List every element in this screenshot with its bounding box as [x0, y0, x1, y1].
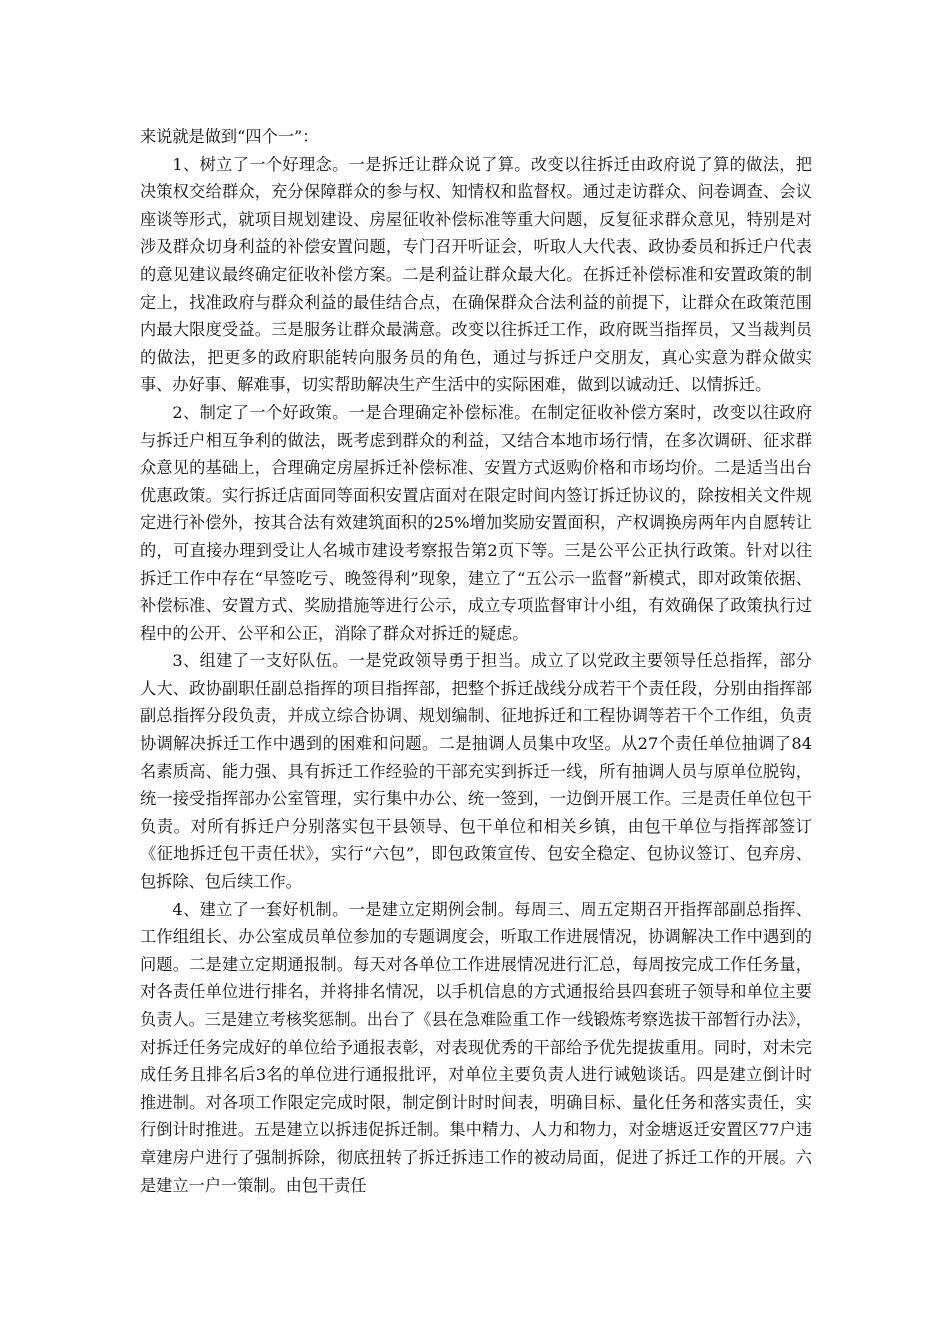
paragraph-1: 1、树立了一个好理念。一是拆迁让群众说了算。改变以往拆迁由政府说了算的做法，把决策权交给群众，充分保障群众的参与权、知情权和监督权。通过走访群众、问卷调查、会议座谈等形式，就项目规划建设、房屋征收补偿标准等重大问题，反复征求群众意见，特别是对涉及群众切身利益的补偿安置问题，专门召开听证会，听取人大代表、政协委员和拆迁户代表的意见建议最终确定征收补偿方案。二是利益让群众最大化。在拆迁补偿标准和安置政策的制定上，找准政府与群众利益的最佳结合点，在确保群众合法利益的前提下，让群众在政策范围内最大限度受益。三是服务让群众最满意。改变以往拆迁工作，政府既当指挥员，又当裁判员的做法，把更多的政府职能转向服务员的角色，通过与拆迁户交朋友，真心实意为群众做实事、办好事、解难事，切实帮助解决生产生活中的实际困难，做到以诚动迁、以情拆迁。	[140, 154, 812, 395]
paragraph-3: 3、组建了一支好队伍。一是党政领导勇于担当。成立了以党政主要领导任总指挥，部分人大、政协副职任副总指挥的项目指挥部，把整个拆迁战线分成若干个责任段，分别由指挥部副总指挥分段负责，并成立综合协调、规划编制、征地拆迁和工程协调等若干个工作组，负责协调解决拆迁工作中遇到的困难和问题。二是抽调人员集中攻坚。从27个责任单位抽调了84名素质高、能力强、具有拆迁工作经验的干部充实到拆迁一线，所有抽调人员与原单位脱钩，统一接受指挥部办公室管理，实行集中办公、统一签到，一边倒开展工作。三是责任单位包干负责。对所有拆迁户分别落实包干县领导、包干单位和相关乡镇，由包干单位与指挥部签订《征地拆迁包干责任状》，实行“六包”，即包政策宣传、包安全稳定、包协议签订、包弃房、包拆除、包后续工作。	[140, 651, 812, 892]
intro-line: 来说就是做到“四个一”：	[140, 127, 319, 146]
paragraph-2: 2、制定了一个好政策。一是合理确定补偿标准。在制定征收补偿方案时，改变以往政府与拆迁户相互争利的做法，既考虑到群众的利益，又结合本地市场行情，在多次调研、征求群众意见的基础上，合理确定房屋拆迁补偿标准、安置方式返购价格和市场均价。二是适当出台优惠政策。实行拆迁店面同等面积安置店面对在限定时间内签订拆迁协议的，除按相关文件规定进行补偿外，按其合法有效建筑面积的25%增加奖励安置面积，产权调换房两年内自愿转让的，可直接办理到受让人名城市建设考察报告第2页下等。三是公平公正执行政策。针对以往拆迁工作中存在“早签吃亏、晚签得利”现象，建立了“五公示一监督”新模式，即对政策依据、补偿标准、安置方式、奖励措施等进行公示，成立专项监督审计小组，有效确保了政策执行过程中的公开、公平和公正，消除了群众对拆迁的疑虑。	[140, 402, 812, 643]
document-body	[140, 123, 812, 1199]
paragraph-4: 4、建立了一套好机制。一是建立定期例会制。每周三、周五定期召开指挥部副总指挥、工作组组长、办公室成员单位参加的专题调度会，听取工作进展情况，协调解决工作中遇到的问题。二是建立定期通报制。每天对各单位工作进展情况进行汇总，每周按完成工作任务量，对各责任单位进行排名，并将排名情况，以手机信息的方式通报给县四套班子领导和单位主要负责人。三是建立考核奖惩制。出台了《县在急难险重工作一线锻炼考察选拔干部暂行办法》，对拆迁任务完成好的单位给予通报表彰，对表现优秀的干部给予优先提拔重用。同时，对未完成任务且排名后3名的单位进行通报批评，对单位主要负责人进行诫勉谈话。四是建立倒计时推进制。对各项工作限定完成时限，制定倒计时时间表，明确目标、量化任务和落实责任，实行倒计时推进。五是建立以拆违促拆迁制。集中精力、人力和物力，对金塘返迁安置区77户违章建房户进行了强制拆除，彻底扭转了拆迁拆违工作的被动局面，促进了拆迁工作的开展。六是建立一户一策制。由包干责任	[140, 899, 812, 1195]
